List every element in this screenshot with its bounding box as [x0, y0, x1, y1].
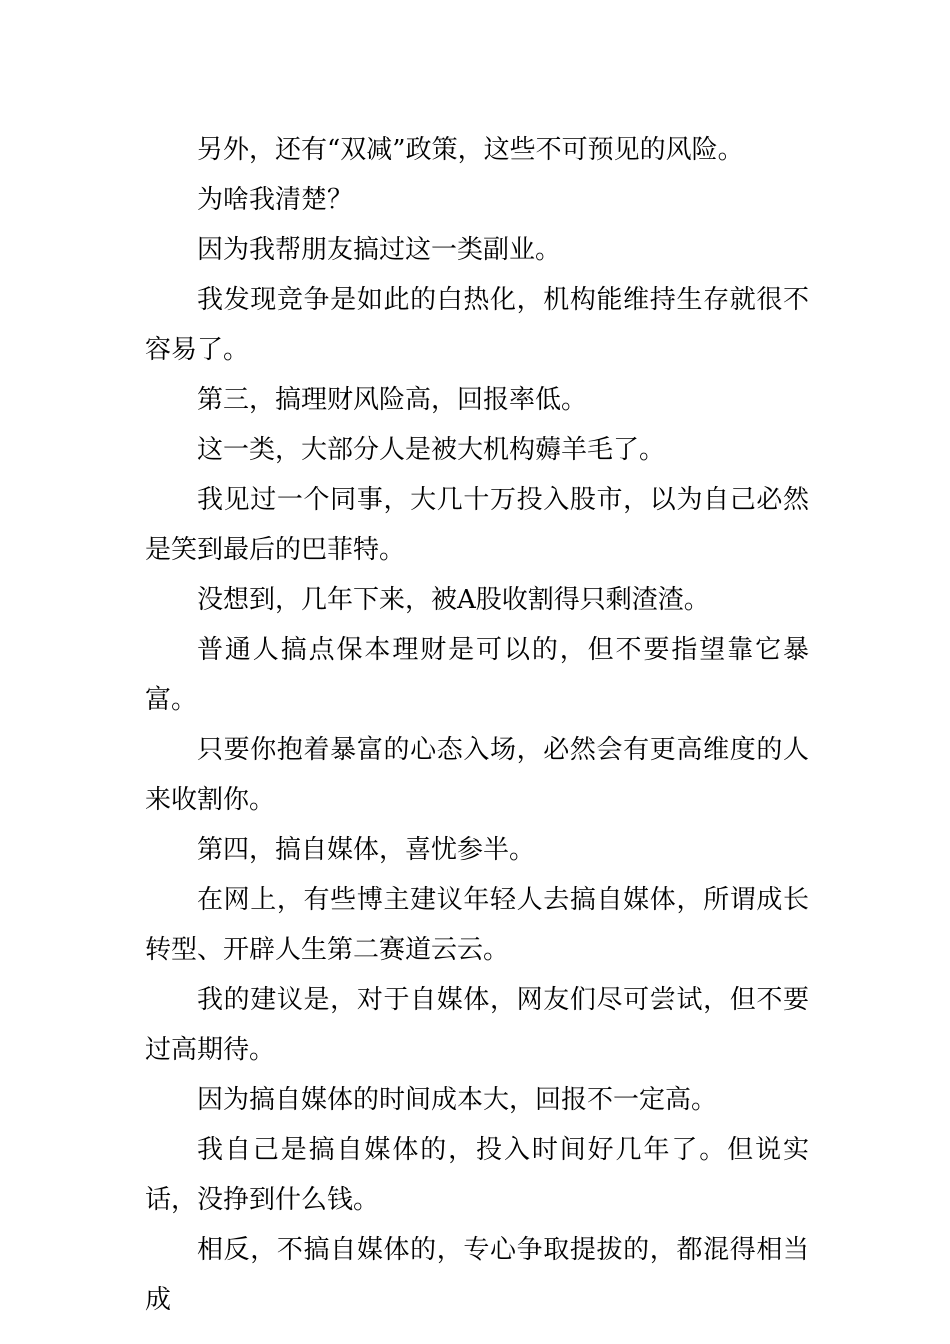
paragraph: 因为我帮朋友搞过这一类副业。: [197, 235, 562, 265]
paragraph: 我见过一个同事，大几十万投入股市，以为自己必然是笑到最后的巴菲特。: [145, 485, 809, 565]
paragraph: 我自己是搞自媒体的，投入时间好几年了。但说实话，没挣到什么钱。: [145, 1135, 809, 1215]
document-body: [145, 125, 809, 1325]
paragraph: 为啥我清楚？: [197, 185, 354, 215]
paragraph: 只要你抱着暴富的心态入场，必然会有更高维度的人来收割你。: [145, 735, 809, 815]
paragraph: 因为搞自媒体的时间成本大，回报不一定高。: [197, 1085, 718, 1115]
paragraph: 第四，搞自媒体，喜忧参半。: [197, 835, 536, 865]
paragraph: 另外，还有“双减”政策，这些不可预见的风险。: [197, 135, 744, 165]
paragraph: 我发现竞争是如此的白热化，机构能维持生存就很不容易了。: [145, 285, 809, 365]
paragraph: 在网上，有些博主建议年轻人去搞自媒体，所谓成长转型、开辟人生第二赛道云云。: [145, 885, 809, 965]
paragraph: 我的建议是，对于自媒体，网友们尽可尝试，但不要过高期待。: [145, 985, 809, 1065]
paragraph: 没想到，几年下来，被A股收割得只剩渣渣。: [197, 585, 710, 615]
paragraph: 这一类，大部分人是被大机构薅羊毛了。: [197, 435, 666, 465]
paragraph: 相反，不搞自媒体的，专心争取提拔的，都混得相当成: [145, 1235, 809, 1315]
paragraph: 普通人搞点保本理财是可以的，但不要指望靠它暴富。: [145, 635, 809, 715]
paragraph: 第三，搞理财风险高，回报率低。: [197, 385, 588, 415]
